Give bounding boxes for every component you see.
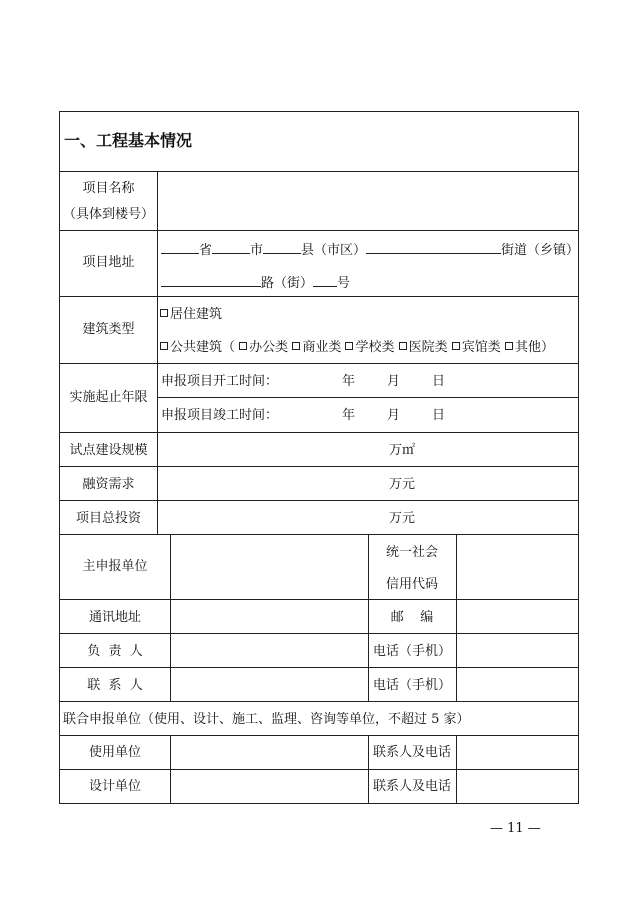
contact-phone-label: 电话（手机）	[372, 678, 451, 693]
end-year-label: 年	[342, 408, 356, 423]
road-blank[interactable]	[161, 274, 261, 287]
row-divider	[60, 534, 578, 535]
city-label: 市	[250, 243, 264, 258]
row-divider	[60, 500, 578, 501]
contact-label: 联 系 人	[87, 678, 143, 693]
user-contact-label: 联系人及电话	[372, 745, 451, 760]
project-name-field[interactable]	[158, 172, 578, 230]
credit-code-label-sub: 信用代码	[385, 577, 438, 592]
commercial-label: 商业类	[302, 340, 342, 355]
row-divider	[60, 296, 578, 297]
start-day-label: 日	[432, 374, 446, 389]
section-title: 一、工程基本情况	[64, 131, 193, 150]
checkbox-icon[interactable]	[292, 342, 300, 350]
project-name-label: 项目名称	[82, 181, 135, 196]
office-label: 办公类	[249, 340, 289, 355]
county-label: 县（市区）	[301, 243, 367, 258]
checkbox-icon[interactable]	[505, 342, 513, 350]
checkbox-icon[interactable]	[452, 342, 460, 350]
street-label: 街道（乡镇）	[501, 243, 580, 258]
financing-label: 融资需求	[82, 477, 135, 492]
address-line-1	[161, 241, 579, 259]
applicant-label: 主申报单位	[82, 559, 148, 574]
province-label: 省	[199, 243, 213, 258]
column-divider	[170, 735, 171, 803]
end-day-label: 日	[432, 408, 446, 423]
address-label: 项目地址	[82, 255, 135, 270]
design-contact-label: 联系人及电话	[372, 779, 451, 794]
road-label: 路（街）	[261, 276, 314, 291]
checkbox-icon[interactable]	[160, 342, 168, 350]
hotel-label: 宾馆类	[461, 340, 501, 355]
manager-label: 负 责 人	[87, 644, 143, 659]
residential-label: 居住建筑	[170, 307, 223, 322]
row-divider	[60, 667, 578, 668]
start-time-label: 申报项目开工时间：	[161, 374, 279, 389]
period-label: 实施起止年限	[69, 390, 148, 405]
checkbox-icon[interactable]	[239, 342, 247, 350]
school-label: 学校类	[355, 340, 395, 355]
checkbox-icon[interactable]	[345, 342, 353, 350]
public-label: 公共建筑（	[170, 340, 236, 355]
mailing-address-label: 通讯地址	[88, 610, 141, 625]
checkbox-icon[interactable]	[160, 309, 168, 317]
row-divider	[60, 701, 578, 702]
design-unit-label: 设计单位	[88, 779, 141, 794]
city-blank[interactable]	[212, 241, 250, 254]
credit-code-label: 统一社会	[385, 545, 438, 560]
column-divider	[456, 735, 457, 803]
row-divider	[60, 363, 578, 364]
end-month-label: 月	[387, 408, 401, 423]
start-year-label: 年	[342, 374, 356, 389]
other-label: 其他）	[514, 340, 554, 355]
column-divider	[170, 534, 171, 701]
row-divider	[60, 599, 578, 600]
hospital-label: 医院类	[408, 340, 448, 355]
row-divider	[60, 432, 578, 433]
residential-option[interactable]	[160, 307, 222, 323]
investment-label: 项目总投资	[75, 511, 141, 526]
row-divider	[60, 633, 578, 634]
province-blank[interactable]	[161, 241, 199, 254]
column-divider	[456, 534, 457, 701]
project-name-label-sub: （具体到楼号）	[62, 207, 154, 222]
number-blank[interactable]	[313, 274, 337, 287]
investment-unit: 万元	[389, 511, 416, 526]
row-divider	[60, 466, 578, 467]
public-option	[160, 340, 554, 356]
end-time-label: 申报项目竣工时间：	[161, 408, 279, 423]
financing-unit: 万元	[389, 477, 416, 492]
scale-label: 试点建设规模	[69, 443, 148, 458]
row-divider	[60, 735, 578, 736]
county-blank[interactable]	[263, 241, 301, 254]
row-divider	[60, 230, 578, 231]
row-divider	[157, 397, 578, 398]
start-month-label: 月	[387, 374, 401, 389]
manager-phone-label: 电话（手机）	[372, 644, 451, 659]
user-unit-label: 使用单位	[88, 745, 141, 760]
checkbox-icon[interactable]	[399, 342, 407, 350]
project-info-form	[59, 111, 579, 804]
postcode-label: 邮 编	[390, 610, 434, 625]
row-divider	[60, 769, 578, 770]
page-number: — 11 —	[490, 821, 541, 836]
scale-unit: 万㎡	[389, 443, 416, 458]
building-type-label: 建筑类型	[82, 322, 135, 337]
address-line-2	[161, 274, 350, 292]
street-blank[interactable]	[366, 241, 501, 254]
joint-applicants-header: 联合申报单位（使用、设计、施工、监理、咨询等单位，不超过 5 家）	[63, 712, 470, 727]
number-label: 号	[337, 276, 351, 291]
